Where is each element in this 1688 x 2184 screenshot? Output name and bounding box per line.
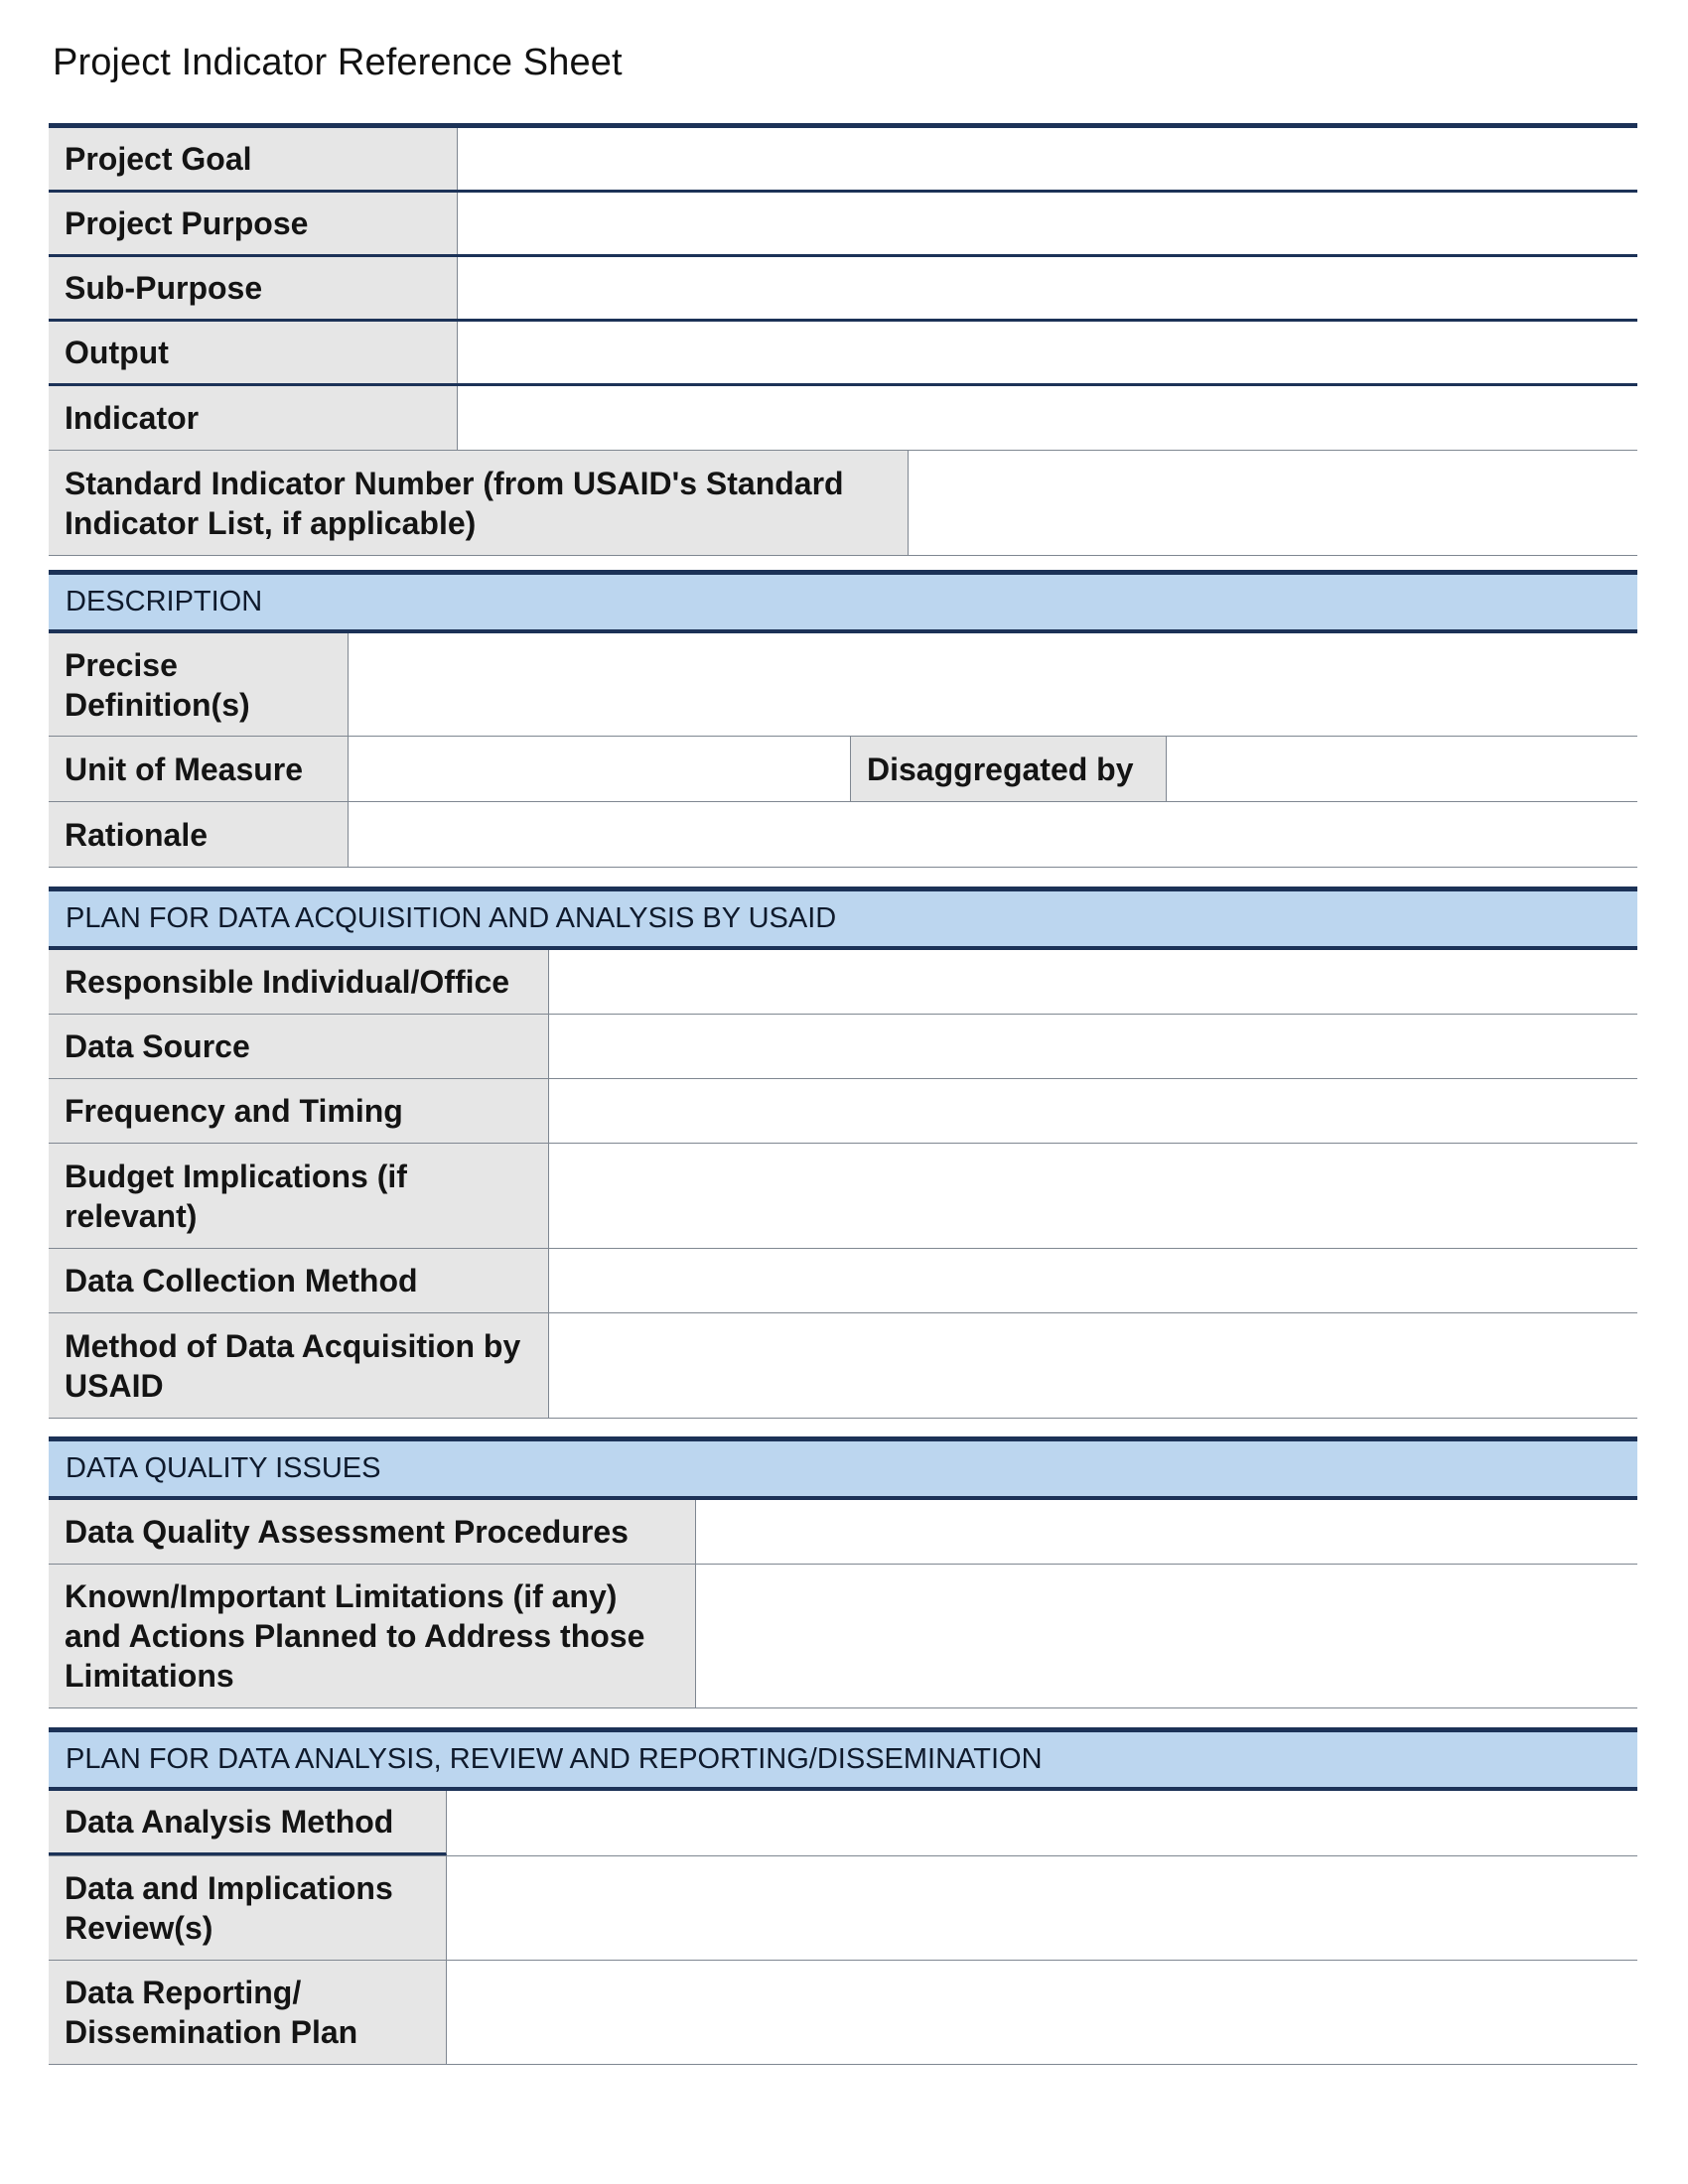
budget-field[interactable]: [549, 1144, 1637, 1248]
project-goal-field[interactable]: [458, 128, 1637, 190]
responsible-field[interactable]: [549, 950, 1637, 1014]
responsible-row: [49, 950, 1637, 1015]
dissemination-plan-label: Data Reporting/ Dissemination Plan: [49, 1961, 447, 2064]
indicator-row: [49, 386, 1637, 451]
implications-review-label: Data and Implications Review(s): [49, 1856, 447, 1960]
unit-of-measure-row: [49, 737, 1637, 802]
limitations-row: [49, 1565, 1637, 1708]
responsible-label: Responsible Individual/Office: [49, 950, 549, 1014]
analysis-method-field[interactable]: [447, 1791, 1637, 1855]
collection-method-field[interactable]: [549, 1249, 1637, 1312]
project-goal-label: Project Goal: [49, 128, 458, 190]
acquisition-section: [49, 887, 1637, 1419]
assessment-label: Data Quality Assessment Procedures: [49, 1500, 696, 1564]
description-header: DESCRIPTION: [49, 575, 1637, 633]
reporting-section: [49, 1727, 1637, 2065]
acquisition-method-row: [49, 1313, 1637, 1419]
collection-method-row: [49, 1249, 1637, 1313]
disaggregated-by-label: Disaggregated by: [851, 737, 1167, 801]
acquisition-method-field[interactable]: [549, 1313, 1637, 1418]
reporting-header: PLAN FOR DATA ANALYSIS, REVIEW AND REPORTING/DISSEMINATION: [49, 1732, 1637, 1791]
project-purpose-row: [49, 193, 1637, 257]
quality-header: DATA QUALITY ISSUES: [49, 1441, 1637, 1500]
page-title: Project Indicator Reference Sheet: [53, 42, 623, 83]
sub-purpose-label: Sub-Purpose: [49, 257, 458, 319]
frequency-label: Frequency and Timing: [49, 1079, 549, 1143]
frequency-row: [49, 1079, 1637, 1144]
rationale-row: [49, 802, 1637, 868]
rationale-field[interactable]: [349, 802, 1637, 867]
project-purpose-label: Project Purpose: [49, 193, 458, 254]
data-source-field[interactable]: [549, 1015, 1637, 1078]
standard-indicator-field[interactable]: [909, 451, 1637, 555]
description-section: [49, 570, 1637, 868]
acquisition-method-label: Method of Data Acquisition by USAID: [49, 1313, 549, 1418]
dissemination-plan-row: [49, 1961, 1637, 2065]
unit-of-measure-label: Unit of Measure: [49, 737, 349, 801]
assessment-field[interactable]: [696, 1500, 1637, 1564]
sub-purpose-field[interactable]: [458, 257, 1637, 319]
analysis-method-row: [49, 1791, 1637, 1856]
data-source-row: [49, 1015, 1637, 1079]
frequency-field[interactable]: [549, 1079, 1637, 1143]
indicator-label: Indicator: [49, 386, 458, 450]
limitations-field[interactable]: [696, 1565, 1637, 1707]
budget-label: Budget Implications (if relevant): [49, 1144, 549, 1248]
output-field[interactable]: [458, 322, 1637, 383]
precise-definition-row: [49, 633, 1637, 737]
implications-review-field[interactable]: [447, 1856, 1637, 1960]
sub-purpose-row: [49, 257, 1637, 322]
analysis-method-label: Data Analysis Method: [49, 1791, 447, 1855]
disaggregated-by-field[interactable]: [1167, 737, 1637, 801]
precise-definition-label: Precise Definition(s): [49, 633, 349, 736]
collection-method-label: Data Collection Method: [49, 1249, 549, 1312]
project-goal-row: [49, 128, 1637, 193]
implications-review-row: [49, 1856, 1637, 1961]
output-row: [49, 322, 1637, 386]
assessment-row: [49, 1500, 1637, 1565]
data-source-label: Data Source: [49, 1015, 549, 1078]
quality-section: [49, 1436, 1637, 1708]
indicator-field[interactable]: [458, 386, 1637, 450]
project-purpose-field[interactable]: [458, 193, 1637, 254]
budget-row: [49, 1144, 1637, 1249]
output-label: Output: [49, 322, 458, 383]
dissemination-plan-field[interactable]: [447, 1961, 1637, 2064]
project-section: [49, 123, 1637, 556]
rationale-label: Rationale: [49, 802, 349, 867]
acquisition-header: PLAN FOR DATA ACQUISITION AND ANALYSIS BY USAID: [49, 891, 1637, 950]
precise-definition-field[interactable]: [349, 633, 1637, 736]
standard-indicator-label: Standard Indicator Number (from USAID's Standard Indicator List, if applicable): [49, 451, 909, 555]
limitations-label: Known/Important Limitations (if any) and Actions Planned to Address those Limitations: [49, 1565, 696, 1707]
standard-indicator-row: [49, 451, 1637, 556]
unit-of-measure-field[interactable]: [349, 737, 851, 801]
